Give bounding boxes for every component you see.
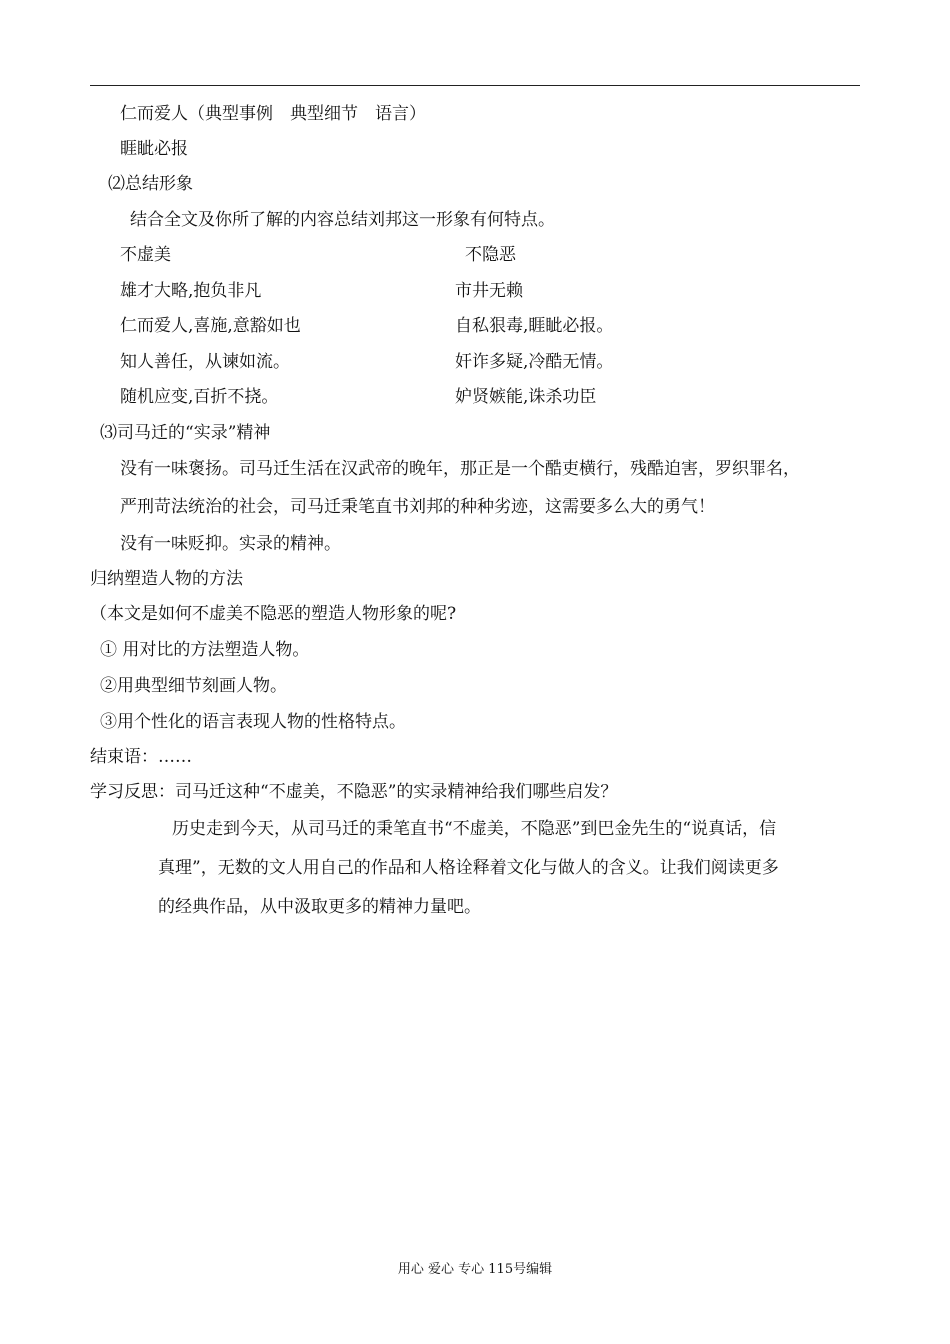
text-line-6: 没有一味褒扬。司马迁生活在汉武帝的晚年，那正是一个酷吏横行，残酷迫害，罗织罪名， — [120, 459, 800, 479]
reflection-line-2: 真理”，无数的文人用自己的作品和人格诠释着文化与做人的含义。让我们阅读更多 — [158, 858, 779, 878]
closing-remarks: 结束语：…… — [90, 747, 192, 767]
text-line-2: 睚眦必报 — [120, 139, 188, 159]
section-heading-summary: ⑵总结形象 — [108, 174, 193, 194]
trait-left-item: 随机应变,百折不挠。 — [120, 387, 279, 407]
text-line-8: 没有一味贬抑。实录的精神。 — [120, 534, 341, 554]
method-item-3: ③用个性化的语言表现人物的性格特点。 — [100, 712, 406, 732]
trait-left-item: 知人善任，从谏如流。 — [120, 352, 290, 372]
trait-left-item: 仁而爱人,喜施,意豁如也 — [120, 316, 301, 336]
text-line-1: 仁而爱人（典型事例 典型细节 语言） — [120, 104, 426, 124]
trait-left-item: 雄才大略,抱负非凡 — [120, 281, 262, 301]
section-heading-methods: 归纳塑造人物的方法 — [90, 569, 243, 589]
reflection-line-3: 的经典作品，从中汲取更多的精神力量吧。 — [158, 897, 481, 917]
reflection-question: 学习反思：司马迁这种“不虚美，不隐恶”的实录精神给我们哪些启发？ — [90, 782, 618, 802]
reflection-line-1: 历史走到今天，从司马迁的秉笔直书“不虚美，不隐恶”到巴金先生的“说真话，信 — [172, 819, 777, 839]
trait-left-header: 不虚美 — [120, 245, 171, 265]
trait-right-header: 不隐恶 — [465, 245, 516, 265]
page-footer: 用心 爱心 专心 115号编辑 — [397, 1262, 553, 1277]
trait-right-item: 自私狠毒,睚眦必报。 — [455, 316, 614, 336]
text-line-10: （本文是如何不虚美不隐恶的塑造人物形象的呢? — [90, 604, 457, 624]
method-item-2: ②用典型细节刻画人物。 — [100, 676, 287, 696]
trait-right-item: 奸诈多疑,冷酷无情。 — [455, 352, 614, 372]
section-heading-record-spirit: ⑶司马迁的“实录”精神 — [100, 423, 271, 443]
method-item-1: ① 用对比的方法塑造人物。 — [100, 640, 310, 660]
header-rule — [90, 85, 860, 86]
trait-right-item: 妒贤嫉能,诛杀功臣 — [455, 387, 597, 407]
text-line-4: 结合全文及你所了解的内容总结刘邦这一形象有何特点。 — [130, 210, 555, 230]
trait-right-item: 市井无赖 — [455, 281, 523, 301]
text-line-7: 严刑苛法统治的社会，司马迁秉笔直书刘邦的种种劣迹，这需要多么大的勇气！ — [120, 497, 715, 517]
